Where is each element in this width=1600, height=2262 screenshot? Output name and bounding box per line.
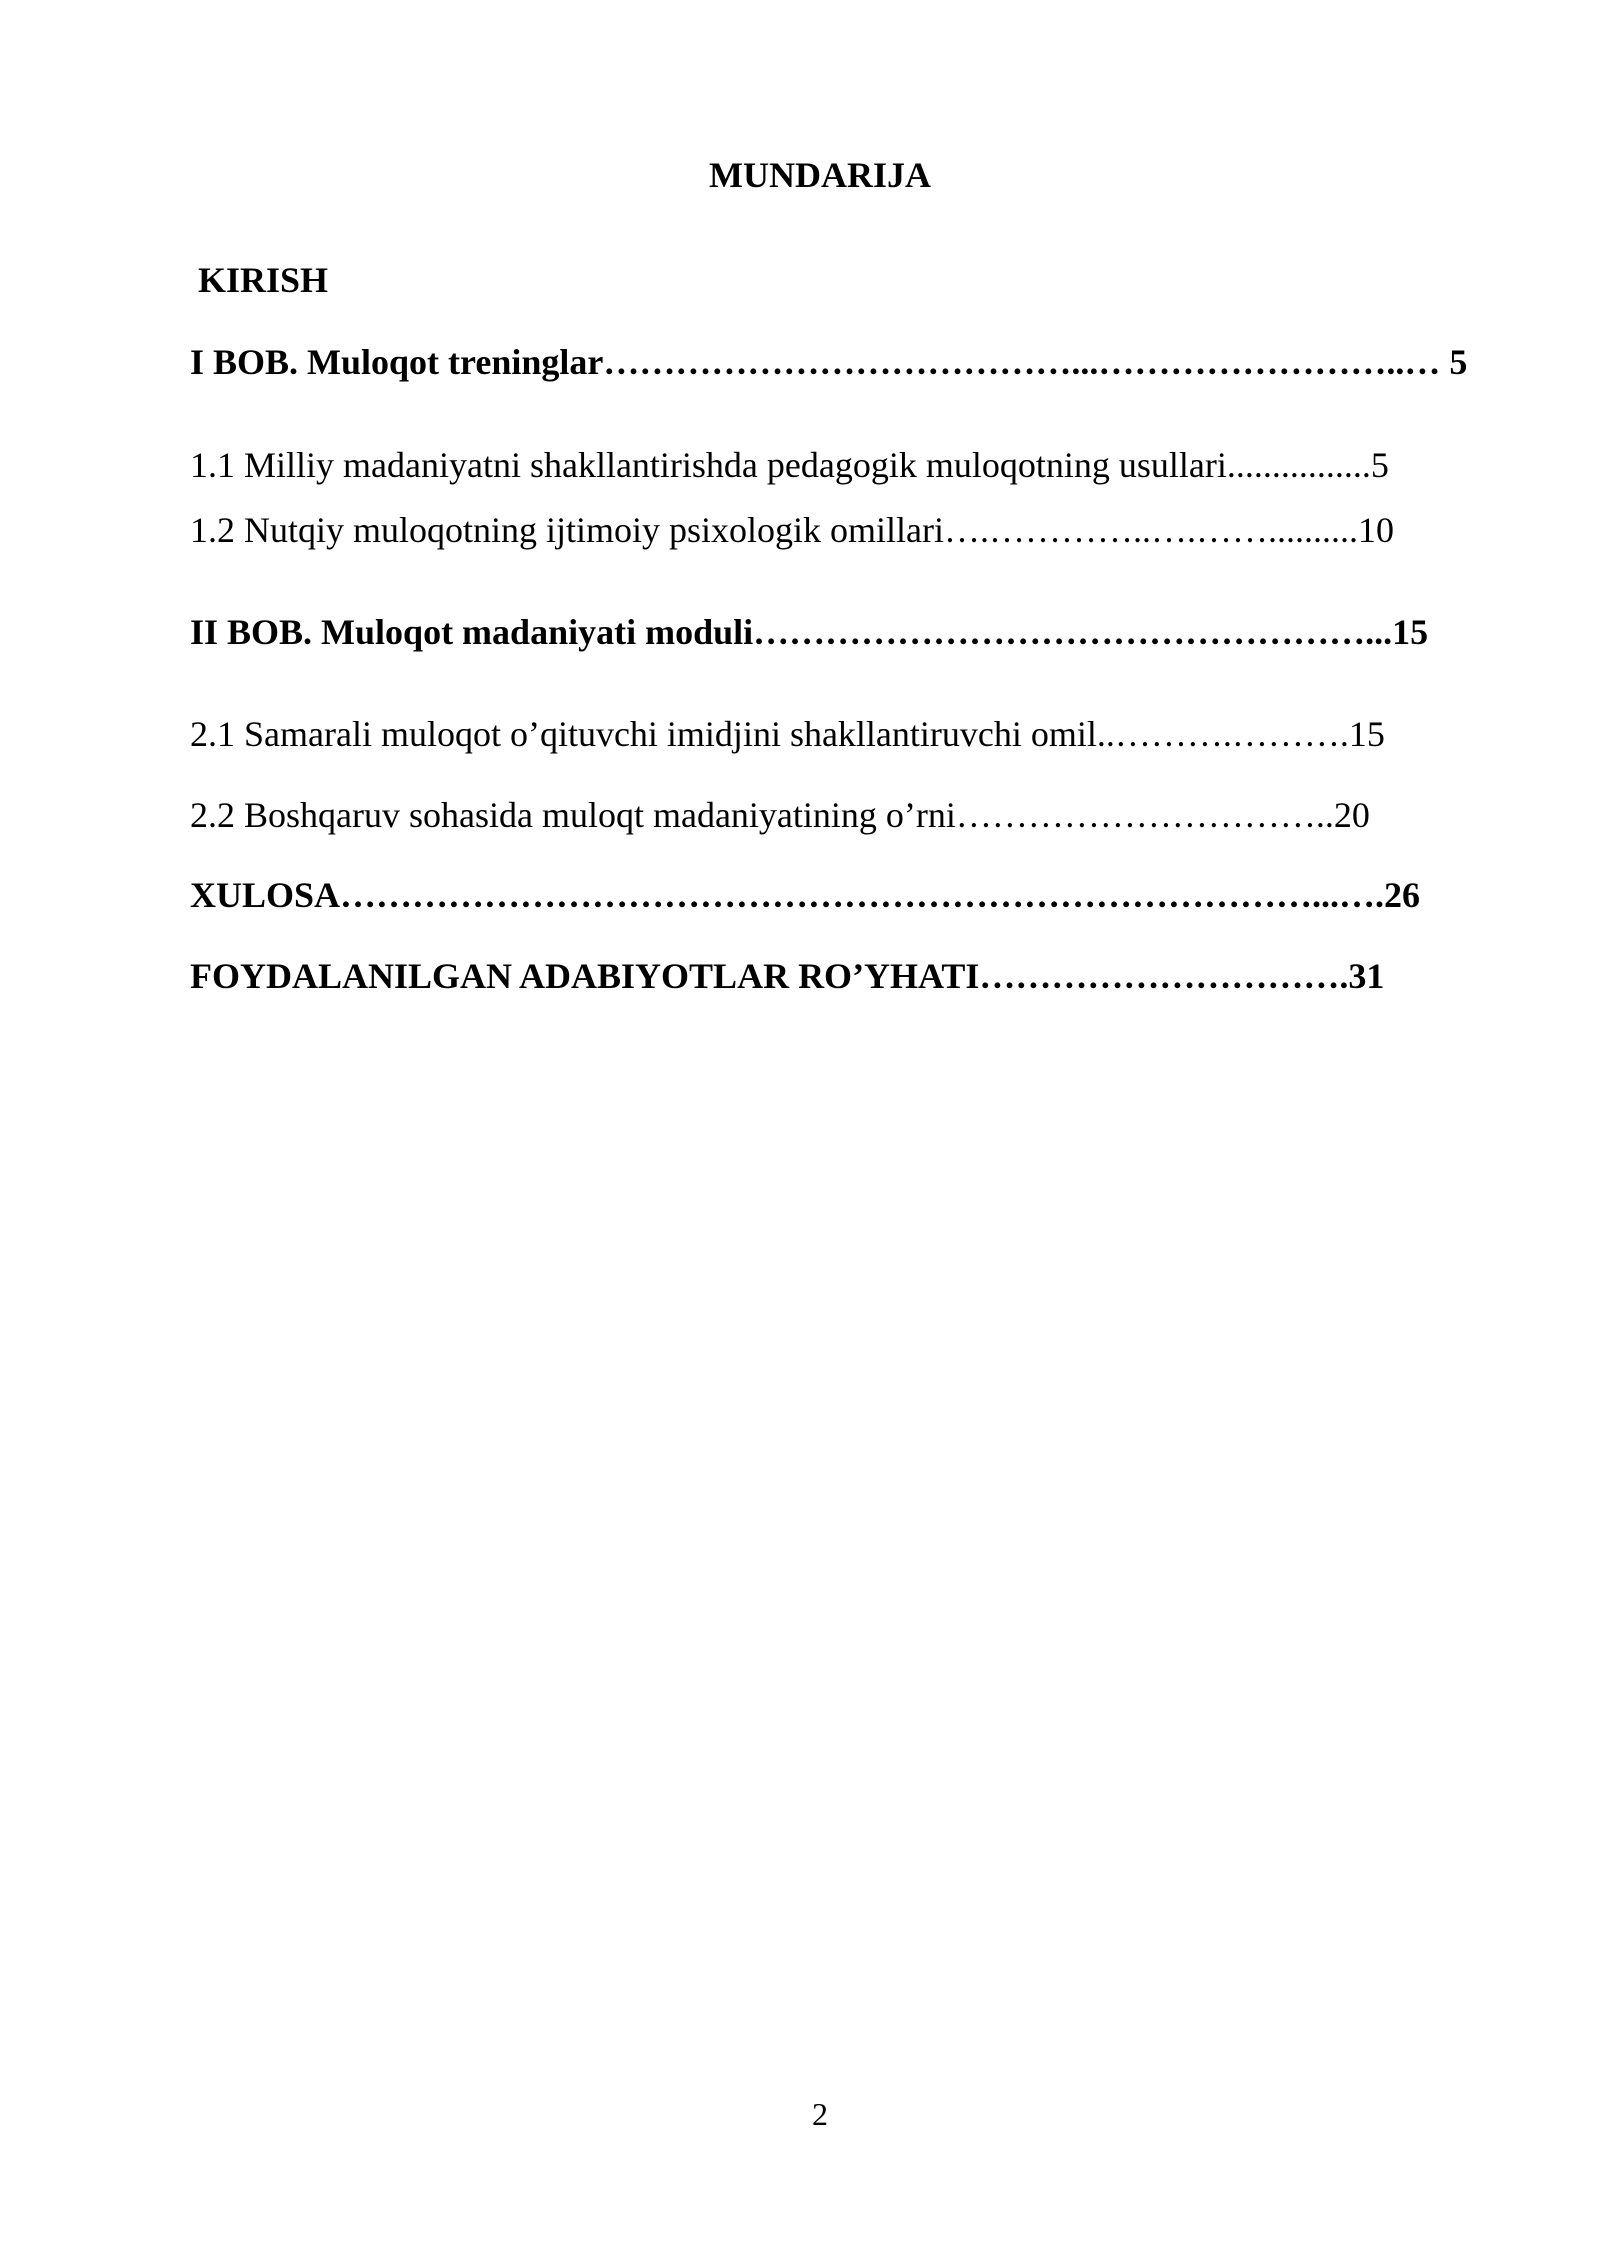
toc-entry-section-1-1: 1.1 Milliy madaniyatni shakllantirishda pedagogik muloqotning usullari................5: [190, 445, 1389, 485]
toc-entry-section-1-2: 1.2 Nutqiy muloqotning ijtimoiy psixologik omillari….…………..….……..........10: [190, 510, 1395, 550]
toc-entry-chapter-2: II BOB. Muloqot madaniyati moduli……………………………………………...15: [190, 612, 1429, 652]
toc-entry-introduction: KIRISH: [198, 260, 329, 300]
page-number: 2: [812, 2096, 828, 2132]
toc-entry-section-2-2: 2.2 Boshqaruv sohasida muloqt madaniyatining o’rni…………………………..20: [190, 795, 1370, 835]
toc-entry-references: FOYDALANILGAN ADABIYOTLAR RO’YHATI………………………….31: [190, 956, 1385, 996]
toc-entry-chapter-1: I BOB. Muloqot treninglar…………………………………...……………………..… 5: [190, 342, 1468, 382]
toc-entry-section-2-1: 2.1 Samarali muloqot o’qituvchi imidjini shakllantiruvchi omil..……….……….15: [190, 714, 1385, 754]
toc-entry-conclusion: XULOSA………………………………………………………………………...….26: [190, 875, 1421, 915]
page-title: MUNDARIJA: [709, 155, 931, 195]
